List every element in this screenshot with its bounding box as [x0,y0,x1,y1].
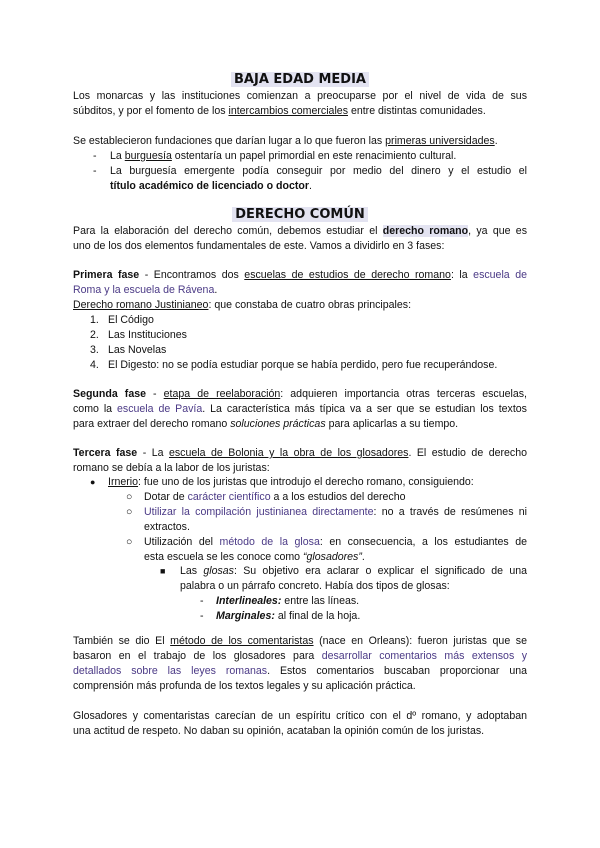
dash-marker: - [93,150,97,162]
bullet-circle: ○ [126,491,133,503]
sub-sub-list-item-line: palabra o un párrafo concreto. Había dos tipos de glosas: [180,580,450,592]
paragraph-line: detallados sobre las leyes romanas. Estos comentarios buscaban proporcionar una [73,665,528,677]
list-item: La burguesía emergente podía conseguir por medio del dinero y el estudio el [110,165,527,177]
list-item: El Digesto: no se podía estudiar porque se había perdido, pero fue recuperándose. [108,359,498,371]
paragraph-line: una actitud de respeto. No daban su opinión, acataban la opinión común de los juristas. [73,725,485,737]
sub-list-item-line: extractos. [144,521,190,533]
dash-marker: - [93,165,97,177]
dash-marker: - [200,610,204,622]
list-number: 1. [90,314,99,326]
phase-two-line: Segunda fase - etapa de reelaboración: adquieren importancia otras terceras escuelas, [73,388,527,400]
list-item: La burguesía ostentaría un papel primordial en este renacimiento cultural. [110,150,457,162]
dash-marker: - [200,595,204,607]
list-number: 4. [90,359,99,371]
list-number: 3. [90,344,99,356]
list-item: El Código [108,314,154,326]
paragraph-line: Los monarcas y las instituciones comienzan a preocuparse por el nivel de vida de sus [73,90,527,102]
sub-list-item: Utilización del método de la glosa: en consecuencia, a los estudiantes de [144,536,527,548]
phase-two-line: para extraer del derecho romano soluciones prácticas para aplicarlas a su tiempo. [73,418,459,430]
paragraph-line: súbditos, y por el fomento de los intercambios comerciales entre distintas comunidades. [73,105,486,117]
paragraph-line: uno de los dos elementos fundamentales de este. Vamos a dividirlo en 3 fases: [73,240,445,252]
phase-three-line: romano se debía a la labor de los juristas: [73,462,270,474]
phase-one-line: Roma y la escuela de Rávena. [73,284,218,296]
paragraph-line: Para la elaboración del derecho común, debemos estudiar el derecho romano, ya que es [73,225,527,237]
list-item-line: título académico de licenciado o doctor. [110,180,312,192]
sub-list-item: Dotar de carácter científico a a los estudios del derecho [144,491,406,503]
list-number: 2. [90,329,99,341]
paragraph-line: Glosadores y comentaristas carecían de un espíritu crítico con el dº romano, y adoptaban [73,710,527,722]
sub-sub-list-item: Las glosas: Su objetivo era aclarar o explicar el significado de una [180,565,527,577]
sub-list-item-line: esta escuela se les conoce como “glosadores”. [144,551,365,563]
phase-one-subtitle: Derecho romano Justinianeo: que constaba de cuatro obras principales: [73,299,412,311]
phase-one-line: Primera fase - Encontramos dos escuelas de estudios de derecho romano: la escuela de [73,269,527,281]
section-title-baja-edad-media: BAJA EDAD MEDIA [0,71,600,89]
list-item: Las Instituciones [108,329,187,341]
paragraph-line: basaron en el trabajo de los glosadores para desarrollar comentarios más extensos y [73,650,528,662]
list-item: Las Novelas [108,344,167,356]
paragraph-line: También se dio El método de los comentaristas (nace en Orleans): fueron juristas que se [73,635,527,647]
bullet-circle: ○ [126,506,133,518]
paragraph-line: comprensión más profunda de los textos legales y su aplicación práctica. [73,680,416,692]
phase-two-line: como la escuela de Pavía. La característica más típica va a ser que se estudian los textos [73,403,527,415]
list-item-irnerio: Irnerio: fue uno de los juristas que introdujo el derecho romano, consiguiendo: [108,476,474,488]
bullet-circle: ○ [126,536,133,548]
bullet-square: ■ [160,566,166,576]
bullet-dot: ● [90,477,96,487]
phase-three-line: Tercera fase - La escuela de Bolonia y la obra de los glosadores. El estudio de derecho [73,447,527,459]
section-title-derecho-comun: DERECHO COMÚN [0,206,600,224]
sub-list-item: Utilizar la compilación justinianea directamente: no a través de resúmenes ni [144,506,528,518]
paragraph-line: Se establecieron fundaciones que darían lugar a lo que fueron las primeras universidades. [73,135,498,147]
gloss-type-item: Interlineales: entre las líneas. [216,595,360,607]
gloss-type-item: Marginales: al final de la hoja. [216,610,361,622]
